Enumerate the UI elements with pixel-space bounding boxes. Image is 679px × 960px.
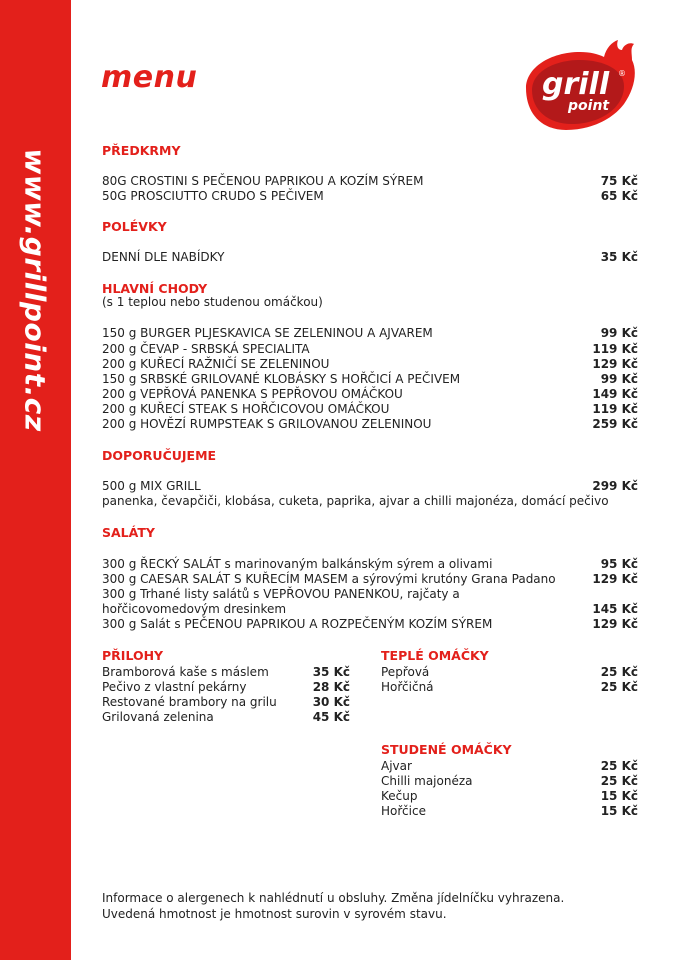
menu-item: [381, 758, 638, 774]
menu-item: [102, 188, 638, 204]
item-price: 95 Kč: [600, 557, 638, 571]
footer-line: Informace o alergenech k nahlédnutí u obsluhy. Změna jídelníčku vyhrazena.: [102, 891, 565, 905]
menu-item: [102, 356, 638, 372]
item-name: 150 g SRBSKÉ GRILOVANÉ KLOBÁSKY S HOŘČICÍ A PEČIVEM: [102, 372, 461, 386]
item-name: 200 g KUŘECÍ STEAK S HOŘČICOVOU OMÁČKOU: [102, 402, 390, 416]
item-price: 119 Kč: [592, 342, 638, 356]
item-name: 80G CROSTINI S PEČENOU PAPRIKOU A KOZÍM SÝREM: [102, 174, 424, 188]
item-price: 15 Kč: [600, 804, 638, 818]
menu-item: [102, 341, 638, 357]
item-name: Hořčičná: [381, 680, 434, 694]
menu-item: [102, 249, 638, 265]
item-name: 200 g VEPŘOVÁ PANENKA S PEPŘOVOU OMÁČKOU: [102, 387, 403, 401]
menu-item: [102, 586, 638, 602]
menu-item: [102, 616, 638, 632]
footer-line: Uvedená hmotnost je hmotnost surovin v syrovém stavu.: [102, 907, 447, 921]
svg-text:point: point: [568, 98, 610, 114]
item-price: 35 Kč: [600, 250, 638, 264]
menu-item: [102, 679, 350, 695]
item-name: Hořčice: [381, 804, 426, 818]
svg-text:grill: grill: [542, 67, 610, 102]
item-name: Restované brambory na grilu: [102, 695, 277, 709]
item-name: 300 g CAESAR SALÁT S KUŘECÍM MASEM a sýrovými krutóny Grana Padano: [102, 572, 556, 586]
item-name: 200 g KUŘECÍ RAŽNIČÍ SE ZELENINOU: [102, 357, 330, 371]
menu-item: [102, 478, 638, 494]
item-name: Chilli majonéza: [381, 774, 473, 788]
item-name: 200 g ČEVAP - SRBSKÁ SPECIALITA: [102, 342, 310, 356]
item-price: 25 Kč: [600, 759, 638, 773]
item-name: Pečivo z vlastní pekárny: [102, 680, 247, 694]
section-title-hlavni-chody: HLAVNÍ CHODY: [102, 281, 208, 296]
item-name: hořčicovomedovým dresinkem: [102, 602, 287, 616]
menu-item: [381, 664, 638, 680]
item-name: Kečup: [381, 789, 418, 803]
item-name: 300 g Trhané listy salátů s VEPŘOVOU PANENKOU, rajčaty a: [102, 587, 460, 601]
item-price: 25 Kč: [600, 680, 638, 694]
item-price: 28 Kč: [312, 680, 350, 694]
section-note: (s 1 teplou nebo studenou omáčkou): [102, 295, 323, 309]
grillpoint-logo: [520, 38, 638, 134]
item-price: 65 Kč: [600, 189, 638, 203]
menu-item: [102, 401, 638, 417]
item-price: 25 Kč: [600, 774, 638, 788]
item-price: 75 Kč: [600, 174, 638, 188]
menu-item: [381, 788, 638, 804]
item-name: Bramborová kaše s máslem: [102, 665, 269, 679]
menu-item: [102, 416, 638, 432]
item-description: panenka, čevapčiči, klobása, cuketa, paprika, ajvar a chilli majonéza, domácí pečivo: [102, 494, 609, 508]
item-price: 99 Kč: [600, 326, 638, 340]
item-name: Grilovaná zelenina: [102, 710, 214, 724]
menu-item: [102, 709, 350, 725]
item-price: 129 Kč: [592, 617, 638, 631]
item-price: 15 Kč: [600, 789, 638, 803]
item-name: 200 g HOVĚZÍ RUMPSTEAK S GRILOVANOU ZELENINOU: [102, 417, 432, 431]
menu-item: [102, 694, 350, 710]
item-name: 500 g MIX GRILL: [102, 479, 201, 493]
menu-item: [102, 664, 350, 680]
item-price: 259 Kč: [592, 417, 638, 431]
item-price: 119 Kč: [592, 402, 638, 416]
footer-note: [102, 890, 564, 922]
menu-item: [102, 325, 638, 341]
section-title-teple-omacky: TEPLÉ OMÁČKY: [381, 648, 489, 663]
item-price: 30 Kč: [312, 695, 350, 709]
menu-item: [102, 173, 638, 189]
item-price: 25 Kč: [600, 665, 638, 679]
menu-item: [102, 386, 638, 402]
section-title-salaty: SALÁTY: [102, 525, 155, 540]
menu-item: [381, 679, 638, 695]
menu-item: [102, 556, 638, 572]
item-price: 149 Kč: [592, 387, 638, 401]
item-price: 99 Kč: [600, 372, 638, 386]
menu-item: [102, 571, 638, 587]
item-price: 299 Kč: [592, 479, 638, 493]
section-title-doporucujeme: DOPORUČUJEME: [102, 448, 217, 463]
item-price: 129 Kč: [592, 357, 638, 371]
menu-item: [102, 371, 638, 387]
website-url: www.grillpoint.cz: [18, 148, 52, 432]
section-title-studene-omacky: STUDENÉ OMÁČKY: [381, 742, 512, 757]
menu-item: [381, 773, 638, 789]
section-title-predkrmy: PŘEDKRMY: [102, 143, 181, 158]
section-title-polevky: POLÉVKY: [102, 219, 167, 234]
item-name: 50G PROSCIUTTO CRUDO S PEČIVEM: [102, 189, 324, 203]
item-price: 45 Kč: [312, 710, 350, 724]
item-name: Ajvar: [381, 759, 412, 773]
item-price: 129 Kč: [592, 572, 638, 586]
red-sidebar: [0, 0, 71, 960]
item-price: 145 Kč: [592, 602, 638, 616]
page-title: menu: [101, 60, 198, 95]
menu-item: [381, 803, 638, 819]
item-price: 35 Kč: [312, 665, 350, 679]
svg-text:®: ®: [618, 69, 626, 78]
item-name: 300 g ŘECKÝ SALÁT s marinovaným balkánským sýrem a olivami: [102, 557, 493, 571]
section-title-prilohy: PŘILOHY: [102, 648, 164, 663]
item-name: DENNÍ DLE NABÍDKY: [102, 250, 225, 264]
menu-item: [102, 601, 638, 617]
item-name: 300 g Salát s PEČENOU PAPRIKOU A ROZPEČENÝM KOZÍM SÝREM: [102, 617, 493, 631]
item-name: 150 g BURGER PLJESKAVICA SE ZELENINOU A AJVAREM: [102, 326, 433, 340]
item-name: Pepřová: [381, 665, 430, 679]
